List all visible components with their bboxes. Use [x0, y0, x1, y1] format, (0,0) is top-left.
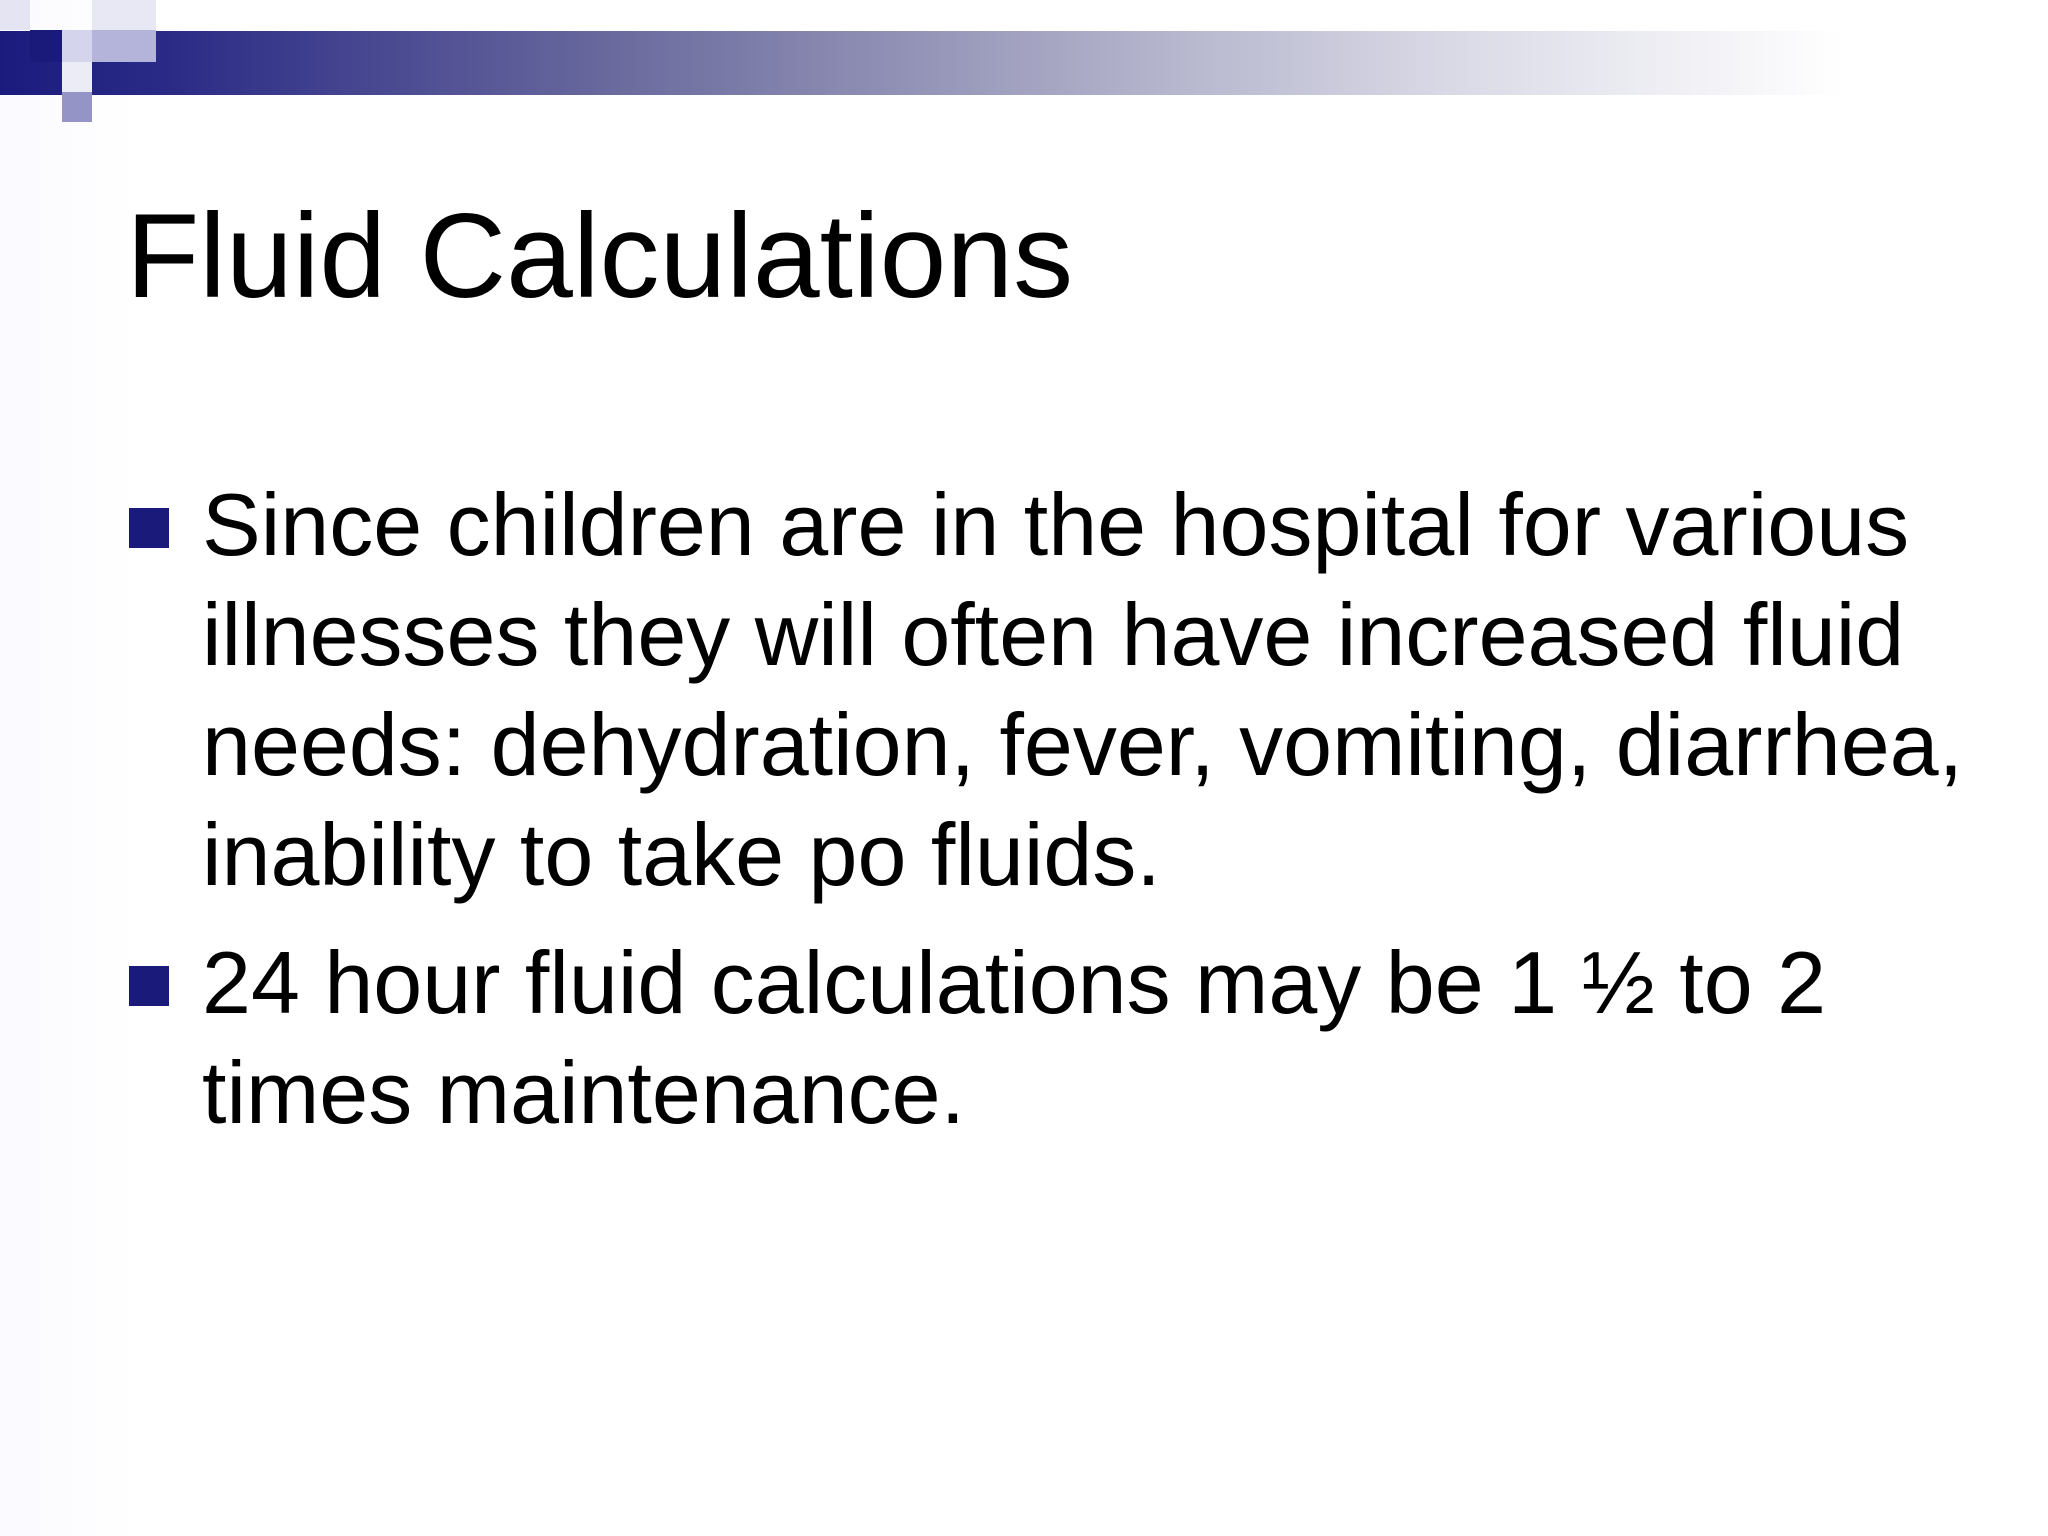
bullet-text: 24 hour fluid calculations may be 1 ½ to 2 times maintenance.: [202, 933, 1827, 1142]
decor-square: [62, 62, 92, 92]
bullet-item: [126, 928, 2006, 1148]
bullet-item: [126, 470, 2006, 910]
decor-square: [92, 0, 156, 30]
decor-square: [62, 30, 92, 62]
square-bullet-icon: [129, 508, 169, 548]
decor-square: [0, 0, 30, 30]
slide-title: Fluid Calculations: [126, 189, 1074, 323]
decor-square: [62, 92, 92, 122]
header-gradient-band: [0, 31, 2048, 95]
corner-squares-decoration: [0, 0, 160, 130]
square-bullet-icon: [129, 966, 169, 1006]
bullet-text: Since children are in the hospital for various illnesses they will often have increased fluid needs: dehydration, fever, vomiting, diarrhea, inability to take po fluids.: [202, 475, 1964, 904]
bullet-list: [126, 470, 2006, 1166]
decor-square: [30, 30, 62, 62]
decor-square: [92, 30, 156, 62]
